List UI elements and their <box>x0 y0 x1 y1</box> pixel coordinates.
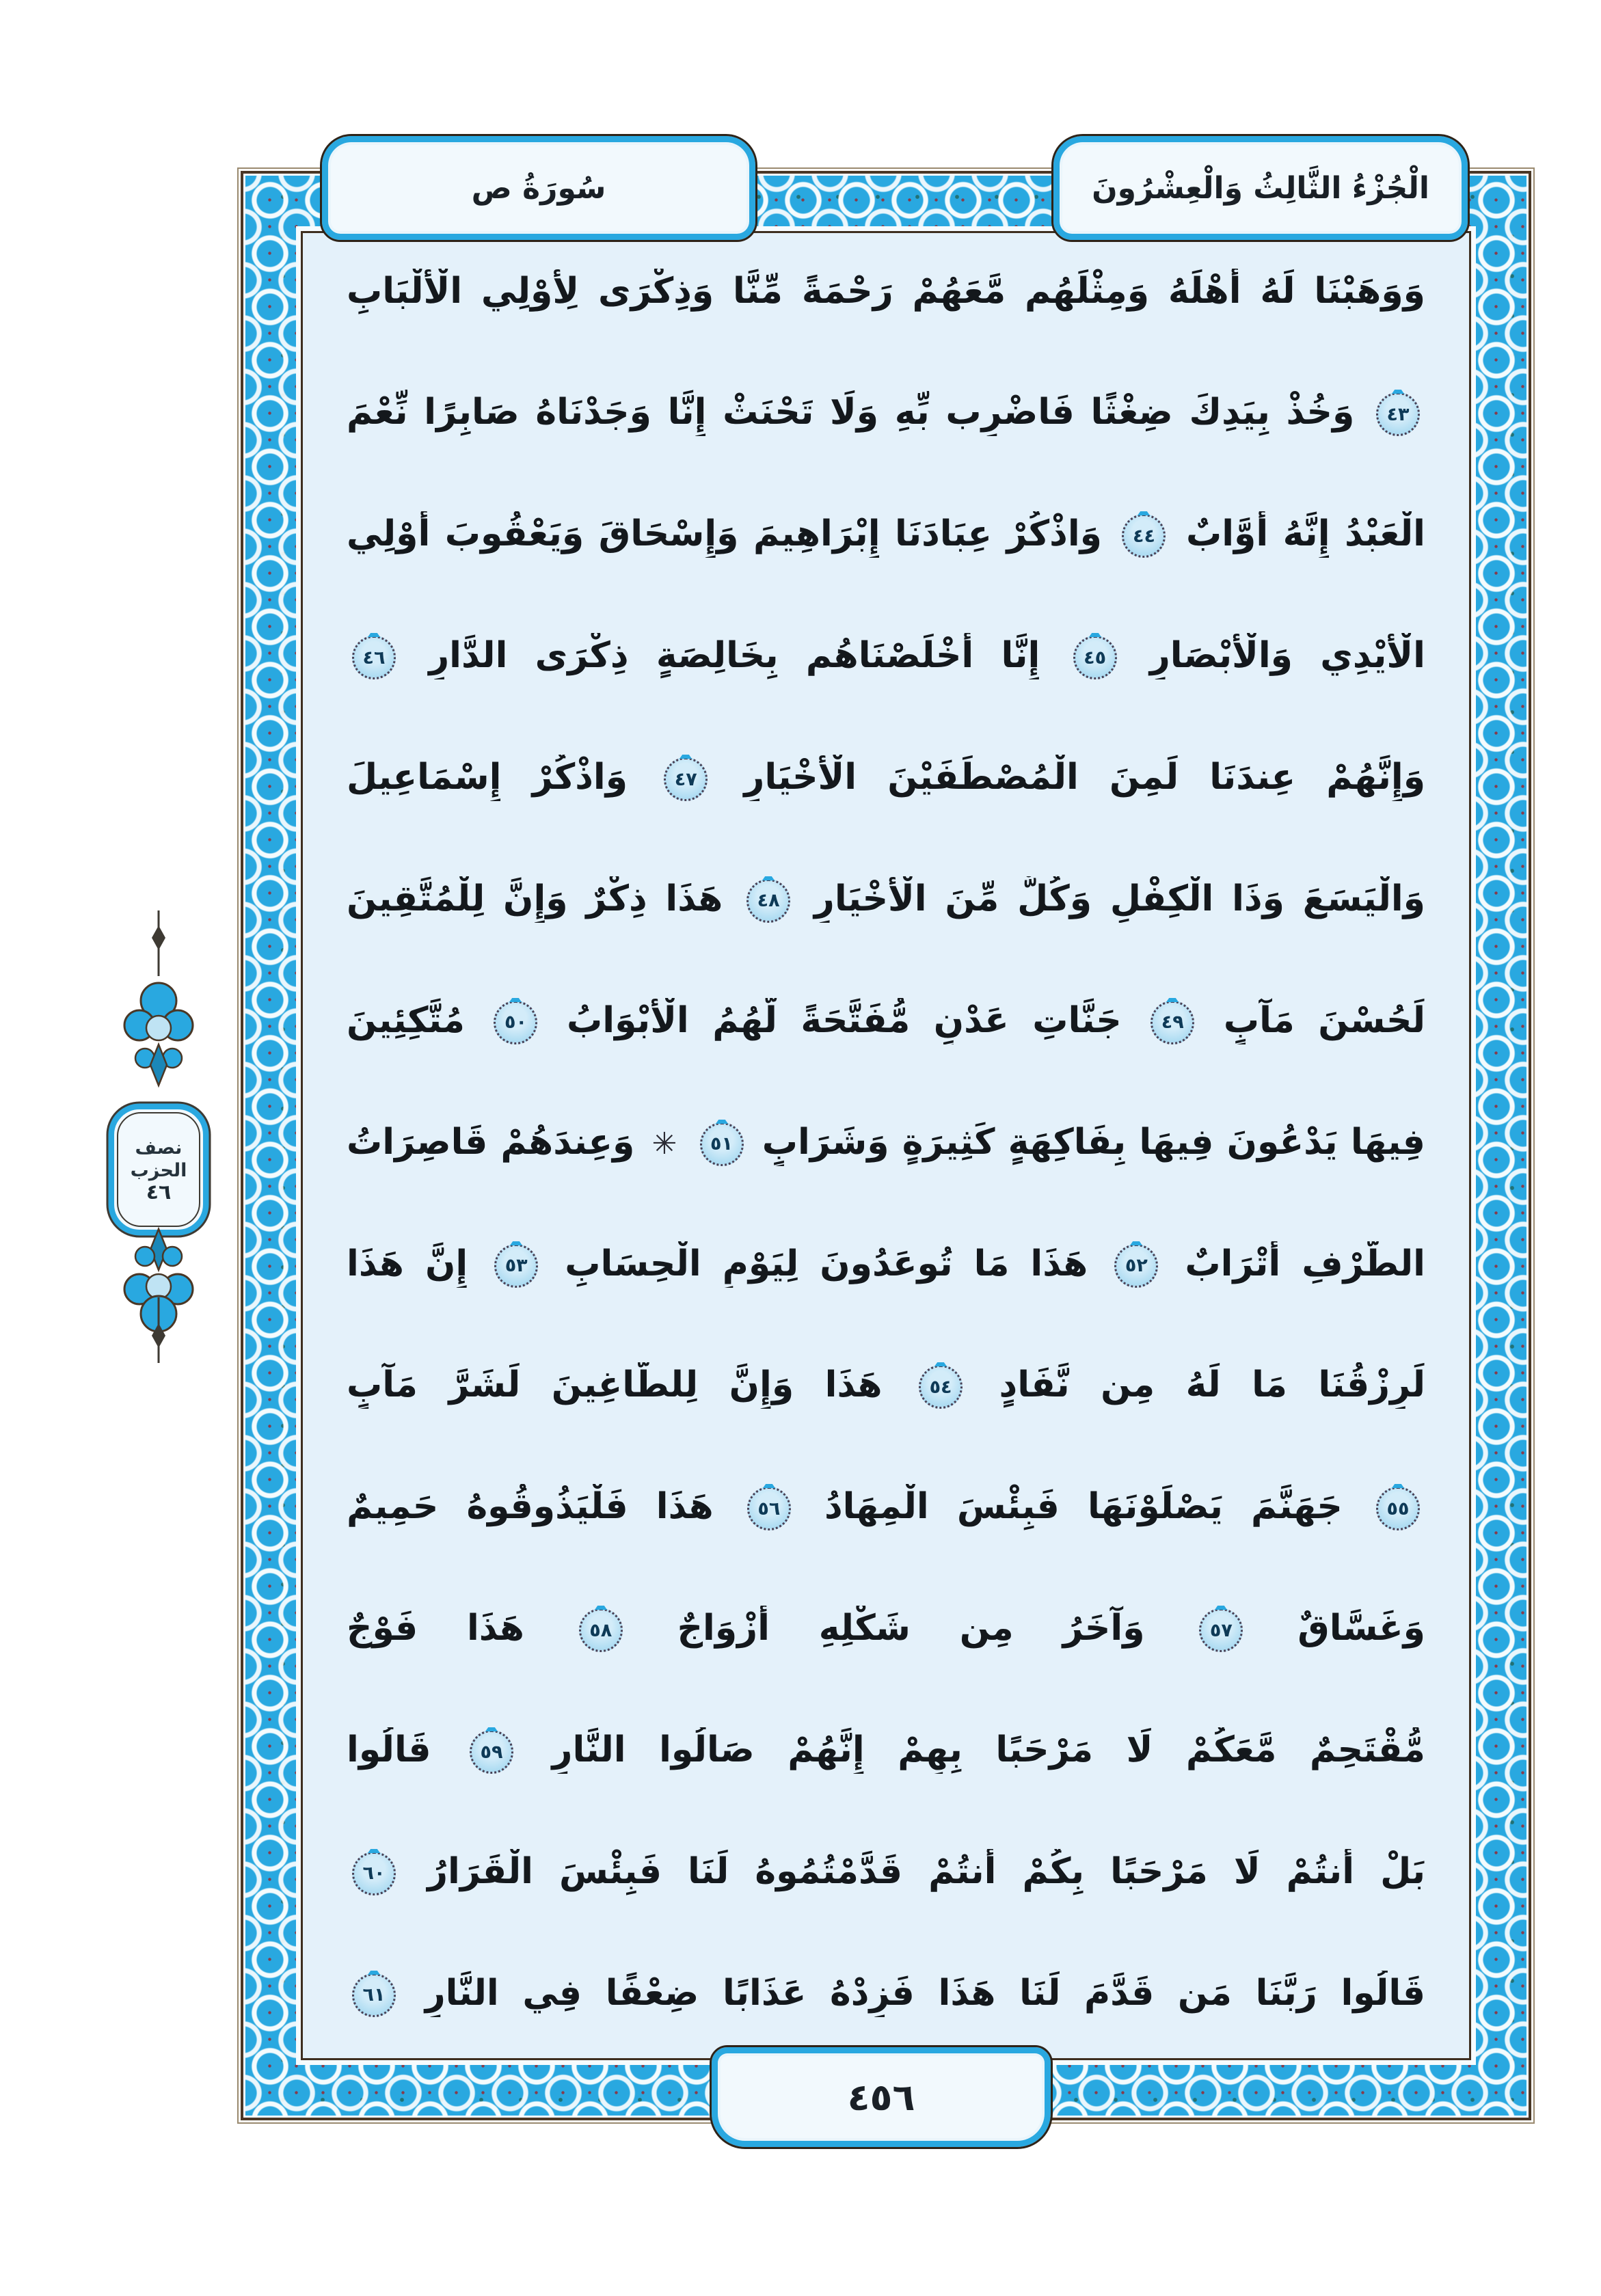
ayah-number: ٥٥ <box>1386 1498 1410 1520</box>
ayah-number: ٥٠ <box>504 1012 527 1034</box>
ayah-end-rosette-icon <box>1376 392 1420 436</box>
ayah-text: لَرِزْقُنَا مَا لَهُ مِن نَّفَادٍ <box>999 1364 1425 1406</box>
ayah-text: وَعِندَهُمْ قَاصِرَاتُ <box>347 1121 635 1163</box>
ayah-text: وَآخَرُ مِن شَكْلِهِ أَزْوَاجٌ <box>677 1608 1145 1649</box>
quran-line <box>347 1362 1425 1409</box>
ayah-number: ٥٢ <box>1125 1255 1148 1277</box>
ayah-text: فِيهَا يَدْعُونَ فِيهَا بِفَاكِهَةٍ كَثِيرَةٍ وَشَرَابٍ <box>762 1121 1425 1163</box>
ayah-text: بَلْ أَنتُمْ لَا مَرْحَبًا بِكُمْ أَنتُمْ قَدَّمْتُمُوهُ لَنَا فَبِئْسَ الْقَرَارُ <box>427 1850 1425 1892</box>
ayah-end-rosette-icon <box>700 1122 744 1166</box>
ayah-text: هَذَا فَوْجٌ <box>347 1608 524 1649</box>
ayah-text: وَإِنَّهُمْ عِندَنَا لَمِنَ الْمُصْطَفَيْنَ الْأَخْيَارِ <box>744 757 1425 798</box>
quran-line <box>347 998 1425 1044</box>
ayah-end-rosette-icon <box>494 1244 538 1288</box>
ayah-end-rosette-icon <box>747 1487 791 1530</box>
quran-line <box>347 1849 1425 1895</box>
ayah-text: الْعَبْدُ إِنَّهُ أَوَّابٌ <box>1185 513 1425 555</box>
ayah-end-rosette-icon <box>1073 636 1117 679</box>
ayah-number: ٤٧ <box>674 768 697 790</box>
ayah-end-rosette-icon <box>1122 514 1166 558</box>
quran-line <box>347 1120 1425 1166</box>
quran-line <box>347 269 1425 315</box>
quran-line <box>347 1727 1425 1774</box>
ayah-text: وَاذْكُرْ عِبَادَنَا إِبْرَاهِيمَ وَإِسْحَاقَ وَيَعْقُوبَ أُوْلِي <box>347 513 1102 555</box>
ayah-number: ٤٣ <box>1386 403 1410 425</box>
ayah-end-rosette-icon <box>746 879 790 923</box>
ayah-text: جَهَنَّمَ يَصْلَوْنَهَا فَبِئْسَ الْمِهَادُ <box>824 1486 1343 1528</box>
ayah-number: ٤٩ <box>1161 1012 1184 1034</box>
ayah-text: مُتَّكِئِينَ <box>347 999 465 1041</box>
quran-line <box>347 1606 1425 1652</box>
page-inner-area <box>301 231 1471 2060</box>
ayah-number: ٥٨ <box>589 1619 613 1641</box>
ayah-text: الْأَيْدِي وَالْأَبْصَارِ <box>1149 635 1425 677</box>
hizb-number: ٤٦ <box>146 1180 172 1205</box>
ayah-end-rosette-icon <box>919 1365 963 1409</box>
page-number-tab <box>710 2045 1053 2149</box>
ayah-text: الطَّرْفِ أَتْرَابٌ <box>1185 1243 1425 1284</box>
quran-line <box>347 755 1425 801</box>
quran-line <box>347 511 1425 558</box>
ayah-number: ٤٦ <box>362 647 386 668</box>
ayah-text: هَذَا فَلْيَذُوقُوهُ حَمِيمٌ <box>347 1486 714 1528</box>
ayah-number: ٦١ <box>362 1984 386 2006</box>
ayah-number: ٦٠ <box>362 1863 386 1885</box>
ayah-end-rosette-icon <box>1151 1001 1194 1044</box>
ayah-text: وَاذْكُرْ إِسْمَاعِيلَ <box>347 757 628 798</box>
ayah-text: جَنَّاتِ عَدْنٍ مُّفَتَّحَةً لَّهُمُ الْأَبْوَابُ <box>566 999 1122 1041</box>
ayah-text: وَغَسَّاقٌ <box>1297 1608 1425 1649</box>
surah-name-label: سُورَةُ ص <box>471 170 606 206</box>
hizb-label-word1: نصف <box>135 1137 183 1159</box>
ayah-number: ٤٤ <box>1132 525 1155 547</box>
juz-name-label: الْجُزْءُ الثَّالِثُ وَالْعِشْرُونَ <box>1092 170 1429 206</box>
ayah-end-rosette-icon <box>664 757 708 801</box>
surah-name-tab <box>320 134 757 242</box>
quran-line <box>347 876 1425 923</box>
ayah-number: ٥٤ <box>929 1376 952 1398</box>
juz-name-tab <box>1051 134 1470 242</box>
ayah-text: قَالُوا رَبَّنَا مَن قَدَّمَ لَنَا هَذَا فَزِدْهُ عَذَابًا ضِعْفًا فِي النَّارِ <box>425 1972 1425 2014</box>
quran-line <box>347 1971 1425 2017</box>
quran-line <box>347 1241 1425 1288</box>
ayah-end-rosette-icon <box>579 1608 623 1652</box>
ayah-text: وَخُذْ بِيَدِكَ ضِغْثًا فَاضْرِب بِّهِ وَلَا تَحْنَثْ إِنَّا وَجَدْنَاهُ صَابِرًا نِّعْمَ <box>347 392 1355 433</box>
ayah-number: ٥١ <box>710 1133 734 1155</box>
quran-line <box>347 633 1425 679</box>
ayah-end-rosette-icon <box>494 1001 537 1044</box>
ayah-text: لَحُسْنَ مَآبٍ <box>1223 999 1425 1041</box>
ayah-text: مُّقْتَحِمٌ مَّعَكُمْ لَا مَرْحَبًا بِهِمْ إِنَّهُمْ صَالُوا النَّارِ <box>552 1729 1425 1771</box>
page-number-label: ٤٥٦ <box>847 2075 915 2119</box>
hizb-star-icon: ✳ <box>651 1126 677 1161</box>
ayah-number: ٤٥ <box>1084 647 1107 668</box>
ayah-number: ٥٧ <box>1209 1619 1233 1641</box>
ayah-number: ٥٣ <box>504 1255 528 1277</box>
ayah-text: إِنَّا أَخْلَصْنَاهُم بِخَالِصَةٍ ذِكْرَى الدَّارِ <box>429 635 1040 677</box>
ayah-end-rosette-icon <box>1199 1608 1243 1652</box>
ayah-number: ٥٩ <box>480 1741 503 1763</box>
ayah-text: وَالْيَسَعَ وَذَا الْكِفْلِ وَكُلٌّ مِّنَ الْأَخْيَارِ <box>813 878 1425 919</box>
ayah-number: ٤٨ <box>757 890 780 912</box>
ayah-end-rosette-icon <box>352 1973 396 2017</box>
quran-line <box>347 1484 1425 1530</box>
ayah-number: ٥٦ <box>757 1498 781 1520</box>
ayah-text: هَذَا ذِكْرٌ وَإِنَّ لِلْمُتَّقِينَ <box>347 878 723 919</box>
quran-line <box>347 390 1425 436</box>
hizb-label-word2: الحزب <box>130 1160 187 1181</box>
ayah-end-rosette-icon <box>1114 1244 1158 1288</box>
ayah-end-rosette-icon <box>352 1852 396 1895</box>
ayah-end-rosette-icon <box>1376 1487 1420 1530</box>
quran-lines <box>303 233 1469 2058</box>
ayah-text: إِنَّ هَذَا <box>347 1243 468 1284</box>
ayah-end-rosette-icon <box>470 1730 513 1774</box>
ayah-text: وَوَهَبْنَا لَهُ أَهْلَهُ وَمِثْلَهُم مَّعَهُمْ رَحْمَةً مِّنَّا وَذِكْرَى لِأُوْلِي الْأَلْبَابِ <box>347 271 1425 312</box>
ayah-text: هَذَا مَا تُوعَدُونَ لِيَوْمِ الْحِسَابِ <box>565 1243 1088 1284</box>
ayah-text: قَالُوا <box>347 1729 431 1771</box>
ayah-end-rosette-icon <box>352 636 396 679</box>
ornamental-border-frame <box>241 171 1531 2120</box>
hizb-medallion-text <box>111 1116 206 1225</box>
ayah-text: هَذَا وَإِنَّ لِلطَّاغِينَ لَشَرَّ مَآبٍ <box>347 1364 883 1406</box>
hizb-medallion <box>101 910 216 1363</box>
